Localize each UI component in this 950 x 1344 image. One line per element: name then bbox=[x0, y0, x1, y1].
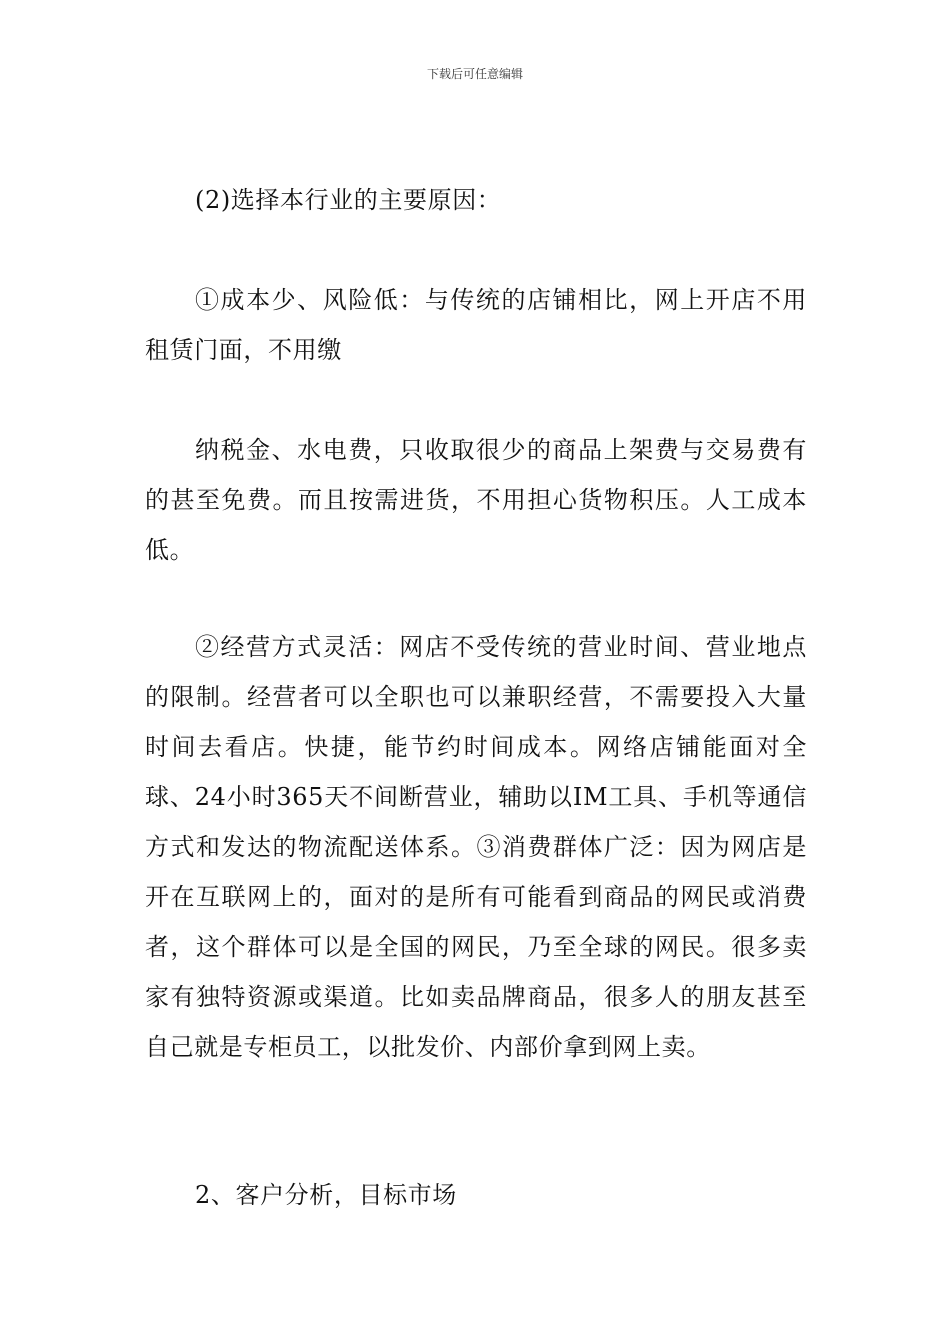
page-header-note: 下载后可任意编辑 bbox=[426, 67, 523, 81]
paragraph-reasons-heading: (2)选择本行业的主要原因： bbox=[195, 186, 502, 214]
paragraph-flexible-operation: ②经营方式灵活：网店不受传统的营业时间、营业地点的限制。经营者可以全职也可以兼职经营，不需要投入大量时间去看店。快捷，能节约时间成本。网络店铺能面对全球、24小时365天不间断营业，辅助以IM工具、手机等通信方式和发达的物流配送体系。③消费群体广泛：因为网店是开在互联网上的，面对的是所有可能看到商品的网民或消费者，这个群体可以是全国的网民，乃至全球的网民。很多卖家有独特资源或渠道。比如卖品牌商品，很多人的朋友甚至自己就是专柜员工，以批发价、内部价拿到网上卖。 bbox=[145, 633, 807, 1061]
paragraph-customer-analysis-heading: 2、客户分析，目标市场 bbox=[195, 1181, 457, 1209]
paragraph-tax-fees: 纳税金、水电费，只收取很少的商品上架费与交易费有的甚至免费。而且按需进货，不用担心货物积压。人工成本低。 bbox=[145, 436, 807, 564]
paragraph-low-cost-risk: ①成本少、风险低：与传统的店铺相比，网上开店不用租赁门面，不用缴 bbox=[145, 286, 807, 364]
